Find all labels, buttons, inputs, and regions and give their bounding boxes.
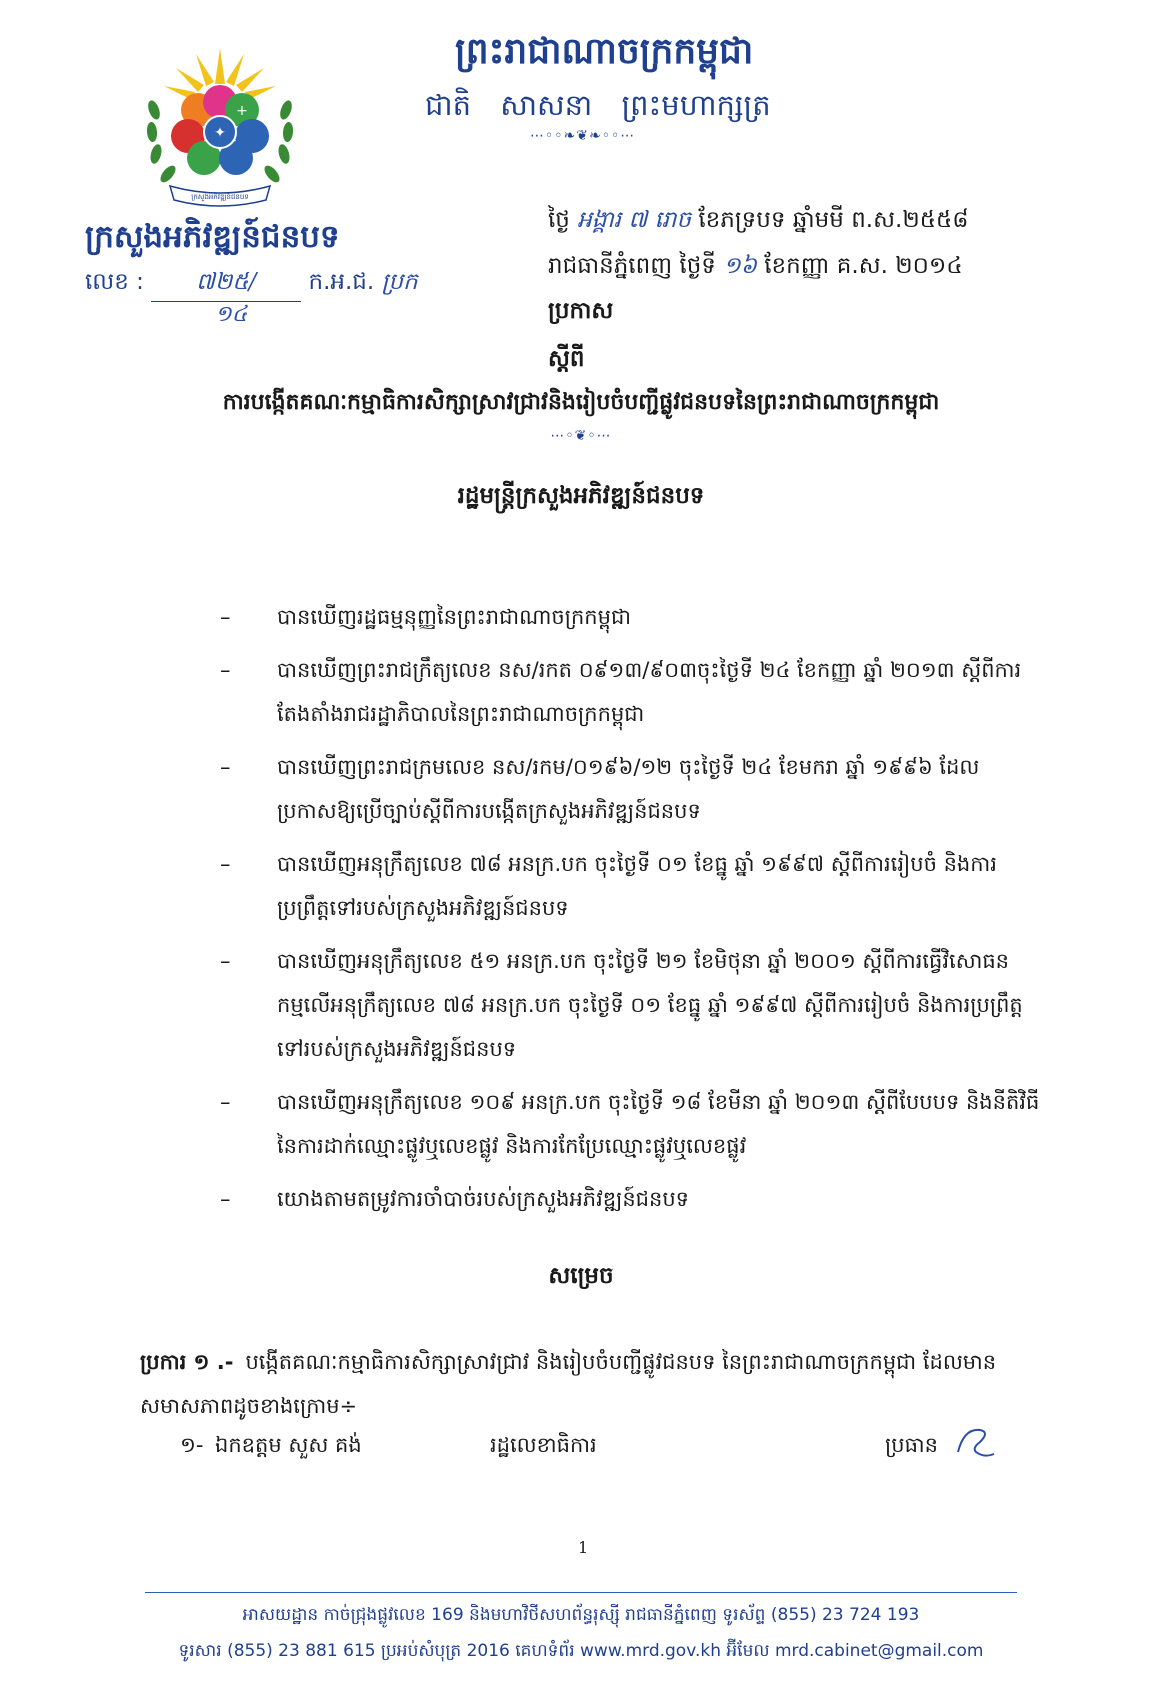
list-item-text: បានឃើញព្រះរាជក្រឹត្យលេខ នស/រកត ០៩១៣/៩០៣ចុះថ្ងៃទី ២៤ ខែកញ្ញា ឆ្នាំ ២០១៣ ស្តីពីការតែងតាំងរាជរដ្ឋាភិបាលនៃព្រះរាជាណាចក្រកម្ពុជា bbox=[277, 658, 1022, 726]
lunar-date-prefix: ថ្ងៃ bbox=[548, 207, 570, 233]
svg-text:✦: ✦ bbox=[214, 125, 226, 141]
list-item-text: បានឃើញរដ្ឋធម្មនុញ្ញនៃព្រះរាជាណាចក្រកម្ពុជា bbox=[277, 605, 631, 629]
reference-number bbox=[85, 268, 418, 302]
list-item bbox=[220, 842, 1040, 930]
flower-petals-icon bbox=[171, 85, 269, 175]
list-item-text: បានឃើញអនុក្រឹត្យលេខ ៧៨ អនក្រ.បក ចុះថ្ងៃទី ០១ ខែធ្នូ ឆ្នាំ ១៩៩៧ ស្តីពីការរៀបចំ និងការប្រព្រឹត្តទៅរបស់ក្រសួងអភិវឌ្ឍន៍ជនបទ bbox=[277, 852, 997, 920]
list-dash: – bbox=[220, 852, 231, 876]
footer-address: អាសយដ្ឋាន កាច់ជ្រុងផ្លូវលេខ 169 និងមហាវិថីសហព័ន្ធរុស្ស៊ី រាជធានីភ្នំពេញ ទូរស័ព្ទ (855) 23 724 193 bbox=[242, 1605, 920, 1625]
reference-handwritten-suffix: ប្រក bbox=[381, 269, 418, 295]
reference-label: លេខ : bbox=[85, 269, 144, 295]
member-role: ប្រធាន bbox=[885, 1433, 938, 1457]
document-subject: ការបង្កើតគណៈកម្មាធិការសិក្សាស្រាវជ្រាវនិងរៀបចំបញ្ជីផ្លូវជនបទនៃព្រះរាជាណាចក្រកម្ពុជា bbox=[222, 390, 940, 415]
about-label: ស្តីពី bbox=[548, 346, 585, 372]
list-item-text: យោងតាមតម្រូវការចាំបាច់របស់ក្រសួងអភិវឌ្ឍន៍ជនបទ bbox=[277, 1187, 690, 1211]
reference-suffix: ក.អ.ជ. bbox=[308, 269, 375, 295]
lunar-date-suffix: ខែភទ្របទ ឆ្នាំមមី ព.ស.២៥៥៨ bbox=[698, 207, 969, 233]
member-name: ឯកឧត្តម សួស គង់ bbox=[215, 1433, 362, 1457]
member-number: ១- bbox=[180, 1433, 204, 1457]
list-dash: – bbox=[220, 949, 231, 973]
list-item-text: បានឃើញអនុក្រឹត្យលេខ ៥១ អនក្រ.បក ចុះថ្ងៃទី ២១ ខែមិថុនា ឆ្នាំ ២០០១ ស្តីពីការធ្វើវិសោធនកម្មលើអនុក្រឹត្យលេខ ៧៨ អនក្រ.បក ចុះថ្ងៃទី ០១ ខែធ្នូ ឆ្នាំ ១៩៩៧ ស្តីពីការរៀបចំ និងការប្រព្រឹត្តទៅរបស់ក្រសួងអភិវឌ្ឍន៍ជនបទ bbox=[277, 949, 1023, 1061]
solar-date-suffix: ខែកញ្ញា គ.ស. ២០១៤ bbox=[764, 253, 963, 279]
list-dash: – bbox=[220, 1187, 231, 1211]
article-1 bbox=[140, 1340, 1040, 1428]
kingdom-title: ព្រះរាជាណាចក្រកម្ពុជា bbox=[455, 31, 754, 72]
article-label: ប្រការ ១ .- bbox=[140, 1350, 234, 1374]
list-dash: – bbox=[220, 755, 231, 779]
list-item-text: បានឃើញអនុក្រឹត្យលេខ ១០៩ អនក្រ.បក ចុះថ្ងៃទី ១៨ ខែមីនា ឆ្នាំ ២០១៣ ស្តីពីបែបបទ និងនីតិវិធីនៃការដាក់ឈ្មោះផ្លូវឬលេខផ្លូវ និងការកែប្រែឈ្មោះផ្លូវឬលេខផ្លូវ bbox=[277, 1090, 1040, 1158]
considerations-list bbox=[220, 595, 1040, 1230]
ministry-name: ក្រសួងអភិវឌ្ឍន៍ជនបទ bbox=[85, 219, 340, 255]
solar-date bbox=[548, 252, 963, 285]
document-type: ប្រកាស bbox=[548, 298, 614, 324]
footer-contact: ទូរសារ (855) 23 881 615 ប្រអប់សំបុត្រ 2016 គេហទំព័រ www.mrd.gov.kh អ៊ីមែល mrd.cabinet@gmail.com bbox=[178, 1641, 984, 1661]
list-item bbox=[220, 1080, 1040, 1168]
solar-date-prefix: រាជធានីភ្នំពេញ ថ្ងៃទី bbox=[548, 253, 716, 279]
list-item bbox=[220, 595, 1040, 639]
list-dash: – bbox=[220, 1090, 231, 1114]
solar-date-handwritten-day: ១៦ bbox=[723, 253, 757, 279]
reference-handwritten-year: ១៤ bbox=[215, 302, 248, 327]
lunar-date-handwritten: អង្គារ ៧ រោច bbox=[577, 207, 692, 233]
list-dash: – bbox=[220, 605, 231, 629]
national-motto: ជាតិ សាសនា ព្រះមហាក្សត្រ bbox=[425, 88, 771, 122]
initial-mark bbox=[950, 1422, 1000, 1462]
issuer-title: រដ្ឋមន្ត្រីក្រសួងអភិវឌ្ឍន៍ជនបទ bbox=[457, 483, 705, 509]
list-item bbox=[220, 648, 1040, 736]
list-item bbox=[220, 745, 1040, 833]
logo-ribbon-text: ក្រសួងអភិវឌ្ឍន៍ជនបទ bbox=[191, 193, 249, 201]
svg-text:+: + bbox=[236, 103, 248, 119]
subject-ornament: ⋯◦❦◦⋯ bbox=[550, 428, 612, 444]
member-title: រដ្ឋលេខាធិការ bbox=[490, 1433, 597, 1457]
lunar-date bbox=[548, 206, 969, 239]
list-item bbox=[220, 1177, 1040, 1221]
list-item bbox=[220, 939, 1040, 1071]
page-number: 1 bbox=[578, 1538, 589, 1557]
list-dash: – bbox=[220, 658, 231, 682]
header-ornament: ⋯◦◦❧❦❧◦◦⋯ bbox=[530, 128, 636, 144]
ministry-logo bbox=[140, 40, 300, 210]
list-item-text: បានឃើញព្រះរាជក្រមលេខ នស/រកម/០១៩៦/១២ ចុះថ្ងៃទី ២៤ ខែមករា ឆ្នាំ ១៩៩៦ ដែលប្រកាសឱ្យប្រើច្បាប់ស្តីពីការបង្កើតក្រសួងអភិវឌ្ឍន៍ជនបទ bbox=[277, 755, 980, 823]
article-text: បង្កើតគណៈកម្មាធិការសិក្សាស្រាវជ្រាវ និងរៀបចំបញ្ជីផ្លូវជនបទ នៃព្រះរាជាណាចក្រកម្ពុជា ដែលមានសមាសភាពដូចខាងក្រោម÷ bbox=[140, 1350, 997, 1418]
decision-title: សម្រេច bbox=[548, 1263, 614, 1289]
footer-divider bbox=[145, 1592, 1017, 1593]
reference-handwritten-number: ៧២៥/ bbox=[151, 268, 301, 302]
